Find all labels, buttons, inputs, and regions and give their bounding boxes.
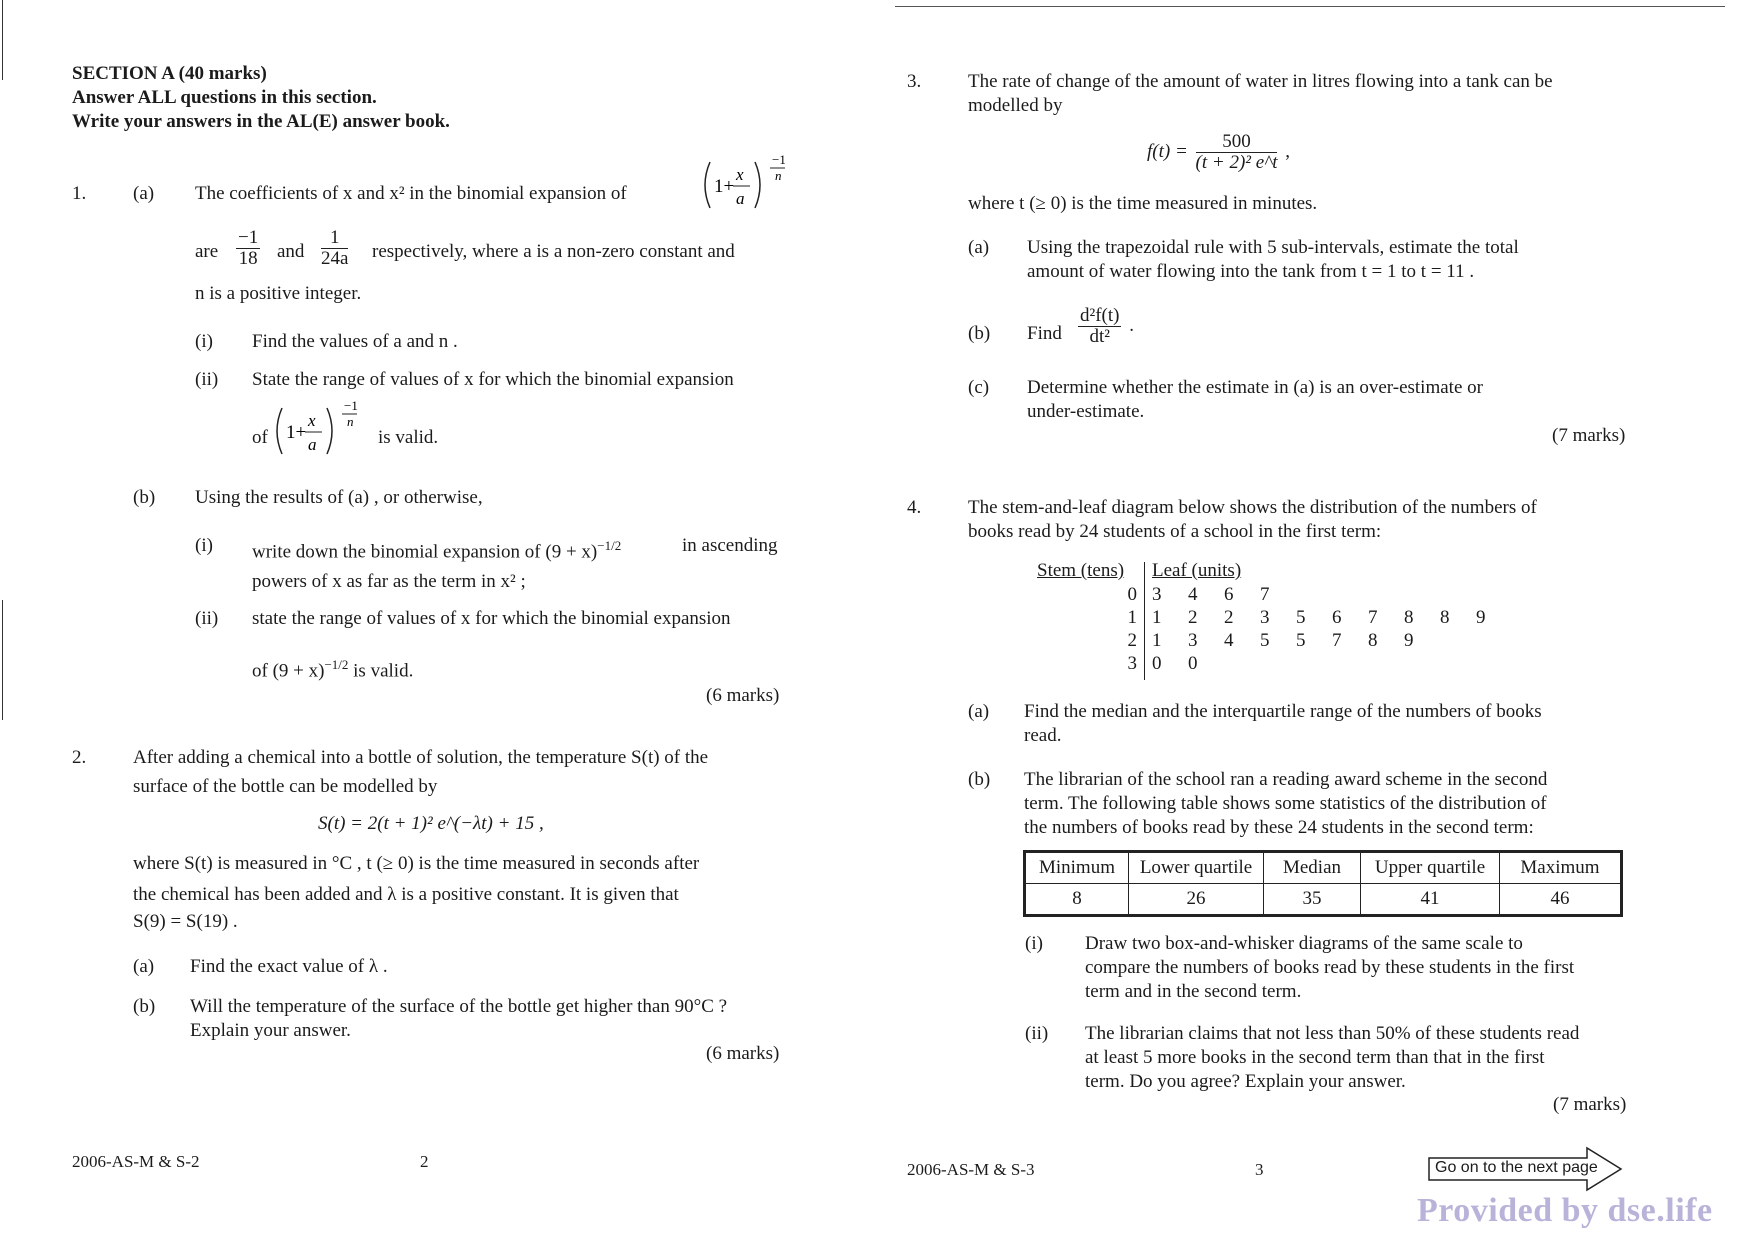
q4b-ii-text-3: term. Do you agree? Explain your answer. (1085, 1071, 1406, 1092)
q1a-ii-of: of (252, 427, 268, 448)
q1b-label: (b) (133, 487, 156, 508)
stem-value: 0 (1127, 584, 1137, 605)
right-page (877, 0, 1754, 1242)
q3b-label: (b) (968, 323, 991, 344)
q1-binomial-expression-svg (700, 150, 795, 220)
q1b-ii-text: state the range of values of x for which the binomial expansion (252, 608, 731, 629)
q3c-text-2: under-estimate. (1027, 401, 1145, 422)
q3-number: 3. (907, 71, 922, 92)
q3c-label: (c) (968, 377, 990, 398)
q1a-label: (a) (133, 183, 155, 204)
stats-value-row (1026, 884, 1621, 915)
q3-text-2: modelled by (968, 95, 1063, 116)
q2-number: 2. (72, 747, 87, 768)
q4b-i-text-3: term and in the second term. (1085, 981, 1302, 1002)
stats-header-minimum: Minimum (1026, 853, 1129, 884)
q4a-text-2: read. (1024, 725, 1062, 746)
q1a-ii-text: State the range of values of x for which the binomial expansion (252, 369, 734, 390)
q4b-text-3: the numbers of books read by these 24 students in the second term: (1024, 817, 1534, 838)
second-term-statistics-table (1025, 852, 1621, 915)
stem-value: 2 (1127, 630, 1137, 651)
q3b-derivative-den: dt² (1089, 326, 1110, 347)
next-page-label: Go on to the next page (1435, 1159, 1598, 1176)
left-page-number: 2 (420, 1152, 429, 1171)
q4b-i-label: (i) (1025, 933, 1043, 954)
stats-value-minimum: 8 (1026, 884, 1129, 915)
left-footer-code: 2006-AS-M & S-2 (72, 1152, 200, 1171)
svg-text:a: a (308, 435, 317, 454)
q2b-text-2: Explain your answer. (190, 1020, 351, 1041)
leaf-header: Leaf (units) (1152, 560, 1242, 581)
next-page-arrow[interactable] (1427, 1146, 1627, 1192)
q1a-and: and (277, 241, 305, 262)
q3b-dot: . (1129, 314, 1134, 336)
stats-value-maximum: 46 (1500, 884, 1621, 915)
svg-text:n: n (347, 414, 354, 429)
q3-text-1: The rate of change of the amount of water in litres flowing into a tank can be (968, 71, 1553, 92)
q2b-label: (b) (133, 996, 156, 1017)
q3c-text-1: Determine whether the estimate in (a) is an over-estimate or (1027, 377, 1483, 398)
q3b-find: Find (1027, 323, 1062, 344)
q1a-text-3: n is a positive integer. (195, 283, 362, 304)
q1b-text: Using the results of (a) , or otherwise, (195, 487, 483, 508)
q3-formula-num: 500 (1196, 132, 1278, 153)
leaf-value: 5 (1296, 630, 1306, 651)
q4b-ii-label: (ii) (1025, 1023, 1049, 1044)
leaf-value: 3 (1152, 584, 1162, 605)
svg-text:x: x (736, 165, 744, 184)
instruction-1: Answer ALL questions in this section. (72, 87, 377, 108)
right-page-number: 3 (1255, 1160, 1264, 1179)
leaf-value: 7 (1332, 630, 1342, 651)
leaf-value: 7 (1260, 584, 1270, 605)
q1a-ii-valid: is valid. (378, 427, 439, 448)
stem-header: Stem (tens) (1037, 560, 1125, 581)
q2-text-1: After adding a chemical into a bottle of solution, the temperature S(t) of the (133, 747, 709, 768)
section-title: SECTION A (40 marks) (72, 63, 267, 84)
q2a-text: Find the exact value of λ . (190, 956, 388, 977)
q1b-ii-exponent: −1/2 (324, 657, 349, 672)
leaf-value: 7 (1368, 607, 1378, 628)
q1a-ii-expression-svg (272, 396, 367, 466)
q4-marks: (7 marks) (1553, 1094, 1627, 1115)
leaf-value: 2 (1188, 607, 1198, 628)
stats-header-row (1026, 853, 1621, 884)
leaf-value: 6 (1224, 584, 1234, 605)
stem-leaf-diagram (1037, 560, 1497, 680)
q1a-fraction-1 (233, 228, 263, 269)
q1b-i-text-3: powers of x as far as the term in x² ; (252, 571, 526, 592)
q1a-fraction-2-den: 24a (321, 248, 349, 269)
q4-text-2: books read by 24 students of a school in the first term: (968, 521, 1382, 542)
q1-binomial-expression (700, 150, 795, 220)
q4-number: 4. (907, 497, 922, 518)
leaf-value: 0 (1152, 653, 1162, 674)
q1a-text-1: The coefficients of x and x² in the binomial expansion of (195, 183, 627, 204)
q1a-fraction-2 (318, 228, 351, 269)
stats-value-lower-quartile: 26 (1129, 884, 1264, 915)
leaf-value: 9 (1476, 607, 1486, 628)
q1b-i-text-2: in ascending (682, 535, 778, 556)
q2b-text-1: Will the temperature of the surface of the bottle get higher than 90°C ? (190, 996, 728, 1017)
leaf-value: 1 (1152, 607, 1162, 628)
q1a-ii-expression (272, 396, 367, 466)
q3-formula-lhs: f(t) = (1147, 140, 1188, 162)
stats-header-lower-quartile: Lower quartile (1129, 853, 1264, 884)
q3b-derivative-num: d²f(t) (1080, 305, 1120, 326)
q4b-i-text-2: compare the numbers of books read by these students in the first (1085, 957, 1575, 978)
q2-text-4: the chemical has been added and λ is a positive constant. It is given that (133, 884, 679, 905)
q1-number: 1. (72, 183, 87, 204)
q4a-text-1: Find the median and the interquartile range of the numbers of books (1024, 701, 1542, 722)
leaf-value: 1 (1152, 630, 1162, 651)
q4b-i-text-1: Draw two box-and-whisker diagrams of the same scale to (1085, 933, 1523, 954)
q1a-are: are (195, 241, 219, 262)
q1a-i-text: Find the values of a and n . (252, 331, 458, 352)
q1a-ii-label: (ii) (195, 369, 219, 390)
svg-text:x: x (308, 411, 316, 430)
q2-marks: (6 marks) (706, 1043, 780, 1064)
svg-text:a: a (736, 189, 745, 208)
leaf-value: 8 (1404, 607, 1414, 628)
q2-text-2: surface of the bottle can be modelled by (133, 776, 438, 797)
q4b-ii-text-1: The librarian claims that not less than 50% of these students read (1085, 1023, 1580, 1044)
watermark: Provided by dse.life (1417, 1192, 1713, 1229)
q1a-fraction-2-num: 1 (321, 228, 348, 249)
svg-text:n: n (775, 168, 782, 183)
leaf-value: 5 (1260, 630, 1270, 651)
leaf-value: 3 (1188, 630, 1198, 651)
q3a-text-2: amount of water flowing into the tank from t = 1 to t = 11 . (1027, 261, 1475, 282)
q1b-ii-valid: is valid. (353, 660, 414, 682)
q4b-label: (b) (968, 769, 991, 790)
q1b-ii-text-2 (252, 653, 413, 683)
q4-text-1: The stem-and-leaf diagram below shows the distribution of the numbers of (968, 497, 1537, 518)
leaf-value: 6 (1332, 607, 1342, 628)
q3-formula-den: (t + 2)² e^t (1195, 152, 1278, 173)
leaf-value: 9 (1404, 630, 1414, 651)
stem-leaf-divider (1144, 562, 1145, 680)
stem-value: 3 (1127, 653, 1137, 674)
svg-text:1+: 1+ (714, 176, 735, 197)
q1b-ii-of: of (9 + x) (252, 660, 325, 682)
q1a-i-label: (i) (195, 331, 213, 352)
stats-value-upper-quartile: 41 (1361, 884, 1500, 915)
leaf-value: 2 (1224, 607, 1234, 628)
q2a-label: (a) (133, 956, 155, 977)
q3a-label: (a) (968, 237, 990, 258)
q3-marks: (7 marks) (1552, 425, 1626, 446)
right-footer-code: 2006-AS-M & S-3 (907, 1160, 1035, 1179)
q2-text-3: where S(t) is measured in °C , t (≥ 0) is the time measured in seconds after (133, 853, 700, 874)
svg-text:−1: −1 (772, 152, 786, 167)
svg-text:−1: −1 (344, 398, 358, 413)
svg-text:1+: 1+ (286, 422, 307, 443)
stats-table-wrap (1025, 852, 1621, 915)
q3a-text-1: Using the trapezoidal rule with 5 sub-intervals, estimate the total (1027, 237, 1519, 258)
q4b-text-1: The librarian of the school ran a reading award scheme in the second (1024, 769, 1548, 790)
instruction-2: Write your answers in the AL(E) answer book. (72, 111, 450, 132)
leaf-value: 5 (1296, 607, 1306, 628)
q1b-i-exponent: −1/2 (597, 538, 622, 553)
leaf-value: 4 (1188, 584, 1198, 605)
q4b-text-2: term. The following table shows some statistics of the distribution of (1024, 793, 1547, 814)
q3-formula (1147, 132, 1290, 173)
q1a-fraction-1-num: −1 (238, 227, 259, 248)
stem-value: 1 (1127, 607, 1137, 628)
stats-header-upper-quartile: Upper quartile (1361, 853, 1500, 884)
q2-formula: S(t) = 2(t + 1)² e^(−λt) + 15 , (318, 813, 544, 834)
leaf-value: 0 (1188, 653, 1198, 674)
q1b-i-text-main: write down the binomial expansion of (9 + x) (252, 541, 598, 563)
q2-text-5: S(9) = S(19) . (133, 911, 238, 932)
leaf-value: 8 (1440, 607, 1450, 628)
q1b-i-text (252, 534, 621, 564)
q3-formula-comma: , (1285, 140, 1290, 162)
q1-marks: (6 marks) (706, 685, 780, 706)
q1b-i-label: (i) (195, 535, 213, 556)
q1a-fraction-1-den: 18 (238, 248, 258, 269)
leaf-value: 4 (1224, 630, 1234, 651)
q4b-ii-text-2: at least 5 more books in the second term than that in the first (1085, 1047, 1545, 1068)
stats-header-median: Median (1264, 853, 1361, 884)
q1b-ii-label: (ii) (195, 608, 219, 629)
stats-value-median: 35 (1264, 884, 1361, 915)
q3-where: where t (≥ 0) is the time measured in minutes. (968, 193, 1318, 214)
q1a-text-2: respectively, where a is a non-zero constant and (372, 241, 735, 262)
stats-header-maximum: Maximum (1500, 853, 1621, 884)
q4a-label: (a) (968, 701, 990, 722)
leaf-value: 8 (1368, 630, 1378, 651)
leaf-value: 3 (1260, 607, 1270, 628)
q3b-derivative (1075, 306, 1134, 347)
